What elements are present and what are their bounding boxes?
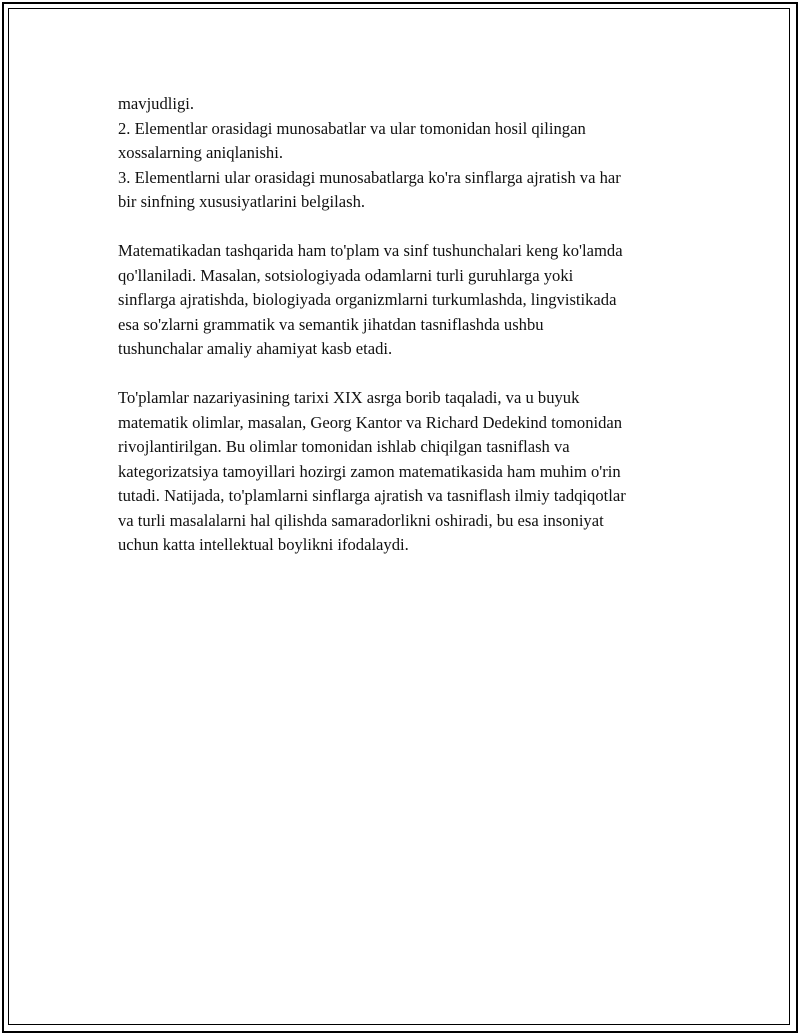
text-line: 3. Elementlarni ular orasidagi munosabatlarga ko'ra sinflarga ajratish va har <box>118 167 621 187</box>
document-body <box>118 92 693 558</box>
text-line: kategorizatsiya tamoyillari hozirgi zamon matematikasida ham muhim o'rin <box>118 461 621 481</box>
text-line: uchun katta intellektual boylikni ifodalaydi. <box>118 535 409 554</box>
paragraph-applications <box>118 239 693 362</box>
paragraph-spacer <box>118 362 693 387</box>
text-line: va turli masalalarni hal qilishda samaradorlikni oshiradi, bu esa insoniyat <box>118 510 604 530</box>
text-line: mavjudligi. <box>118 94 195 113</box>
paragraph-history <box>118 386 693 558</box>
text-line: To'plamlar nazariyasining tarixi XIX asrga borib taqaladi, va u buyuk <box>118 388 580 407</box>
paragraph-spacer <box>118 215 693 240</box>
text-line: Matematikadan tashqarida ham to'plam va sinf tushunchalari keng ko'lamda <box>118 241 623 260</box>
text-line: xossalarning aniqlanishi. <box>118 143 283 162</box>
text-line: tushunchalar amaliy ahamiyat kasb etadi. <box>118 339 393 358</box>
text-line: tutadi. Natijada, to'plamlarni sinflarga ajratish va tasniflash ilmiy tadqiqotlar <box>118 486 626 505</box>
text-line: bir sinfning xususiyatlarini belgilash. <box>118 192 366 211</box>
text-line: matematik olimlar, masalan, Georg Kantor va Richard Dedekind tomonidan <box>118 412 623 432</box>
text-line: 2. Elementlar orasidagi munosabatlar va ular tomonidan hosil qilingan <box>118 118 586 138</box>
text-line: rivojlantirilgan. Bu olimlar tomonidan ishlab chiqilgan tasniflash va <box>118 437 570 456</box>
text-line: sinflarga ajratishda, biologiyada organizmlarni turkumlashda, lingvistikada <box>118 290 617 309</box>
text-line: esa so'zlarni grammatik va semantik jihatdan tasniflashda ushbu <box>118 314 544 334</box>
paragraph-list-continuation <box>118 92 693 215</box>
text-line: qo'llaniladi. Masalan, sotsiologiyada odamlarni turli guruhlarga yoki <box>118 265 574 285</box>
